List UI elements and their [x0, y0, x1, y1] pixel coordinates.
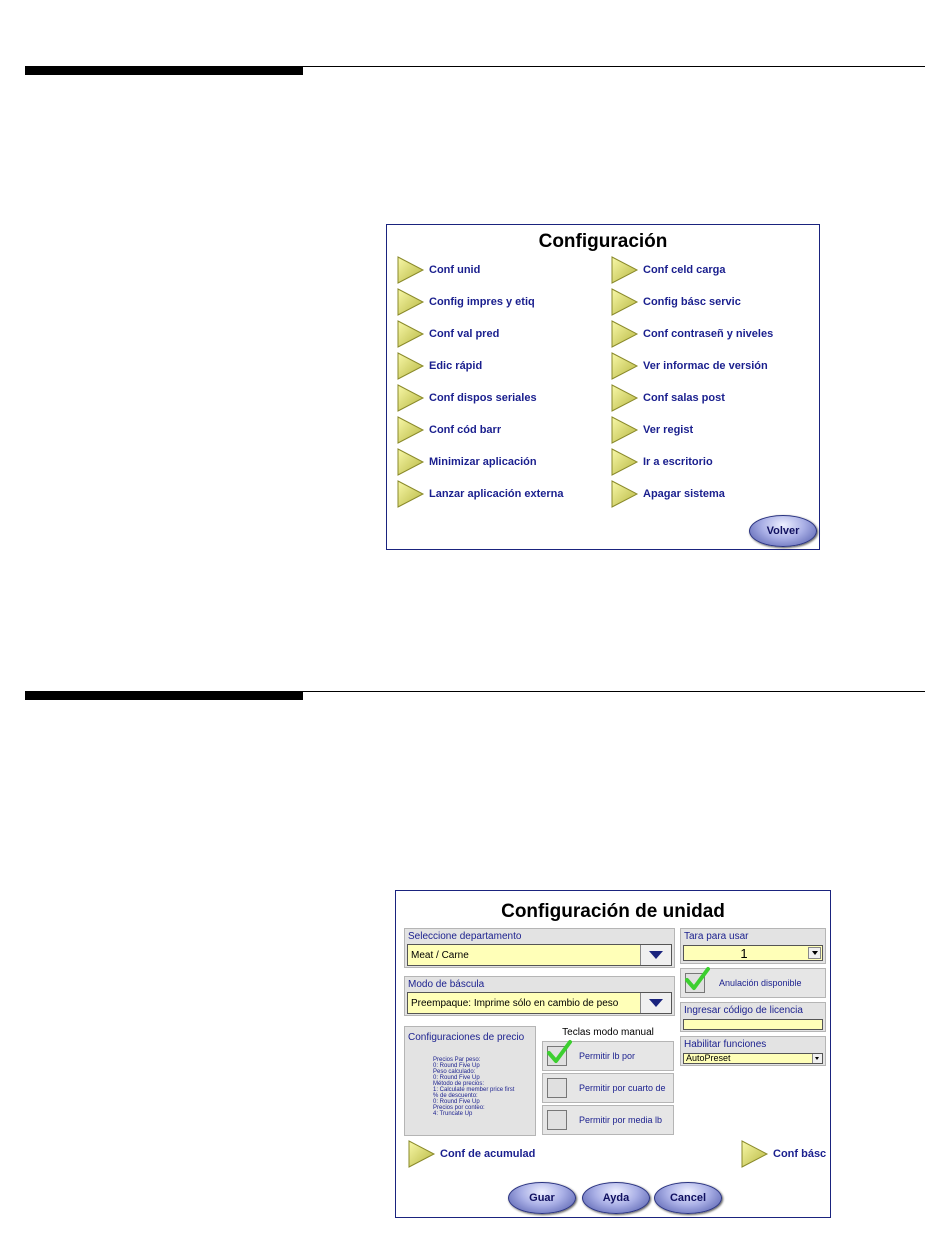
- arrow-right-icon: [609, 319, 639, 349]
- arrow-right-icon: [395, 287, 425, 317]
- chevron-down-icon: [815, 1057, 819, 1060]
- config-menu-item[interactable]: [395, 351, 482, 381]
- config-menu-item-label: Apagar sistema: [643, 488, 725, 500]
- help-button[interactable]: [582, 1182, 650, 1214]
- config-menu-item[interactable]: [395, 255, 480, 285]
- config-menu-item[interactable]: [395, 383, 537, 413]
- config-menu-item[interactable]: [609, 415, 693, 445]
- price-setting-line: 0: Round Five Up: [433, 1099, 480, 1105]
- chevron-down-icon: [812, 951, 818, 955]
- chevron-down-icon: [649, 951, 663, 959]
- config-menu-item[interactable]: [395, 447, 537, 477]
- config-menu-item[interactable]: [609, 479, 725, 509]
- config-menu-item-label: Edic rápid: [429, 360, 483, 372]
- price-settings-list: [433, 1057, 514, 1117]
- section-rule-thin: [303, 66, 925, 67]
- help-button-label: Ayda: [602, 1192, 630, 1204]
- config-menu-item-label: Ir a escritorio: [643, 456, 713, 468]
- arrow-right-icon: [609, 479, 639, 509]
- config-menu-item-label: Ver informac de versión: [643, 360, 768, 372]
- arrow-right-icon: [395, 255, 425, 285]
- tare-select[interactable]: [683, 945, 823, 961]
- manual-key-label: Permitir por media lb: [579, 1115, 663, 1125]
- override-toggle[interactable]: [680, 968, 826, 998]
- scale-mode-caption: Modo de báscula: [408, 979, 485, 990]
- tare-caption: Tara para usar: [684, 931, 749, 942]
- config-menu-title: Configuración: [538, 231, 668, 252]
- back-button-label: Volver: [766, 525, 800, 537]
- back-button[interactable]: [749, 515, 817, 547]
- features-group: [680, 1036, 826, 1066]
- config-menu-item[interactable]: [609, 319, 773, 349]
- arrow-right-icon: [395, 319, 425, 349]
- arrow-right-icon: [609, 415, 639, 445]
- department-value: Meat / Carne: [411, 949, 469, 961]
- manual-key-toggle[interactable]: [542, 1041, 674, 1071]
- save-button-label: Guar: [529, 1192, 555, 1204]
- arrow-right-icon: [609, 287, 639, 317]
- manual-key-checkbox[interactable]: [547, 1046, 567, 1066]
- chevron-down-icon: [649, 999, 663, 1007]
- config-menu-item[interactable]: [609, 351, 768, 381]
- price-setting-line: Precios por conteo:: [433, 1105, 485, 1111]
- department-select[interactable]: [407, 944, 672, 966]
- department-caption: Seleccione departamento: [408, 931, 522, 942]
- config-menu-item-label: Conf cód barr: [429, 424, 502, 436]
- config-menu-item-label: Conf salas post: [643, 392, 725, 404]
- config-menu-item-label: Conf celd carga: [643, 264, 726, 276]
- arrow-right-icon: [395, 415, 425, 445]
- price-setting-line: 0: Round Five Up: [433, 1063, 480, 1069]
- unit-config-window: [395, 890, 831, 1218]
- config-menu-item[interactable]: [395, 319, 499, 349]
- arrow-right-icon: [609, 351, 639, 381]
- manual-key-checkbox[interactable]: [547, 1110, 567, 1130]
- tare-value: 1: [740, 945, 748, 961]
- features-caption: Habilitar funciones: [684, 1039, 767, 1050]
- features-value: AutoPreset: [686, 1053, 731, 1063]
- config-menu-item-label: Conf dispos seriales: [429, 392, 537, 404]
- price-setting-line: Peso calculado:: [433, 1069, 476, 1075]
- config-menu-item[interactable]: [609, 383, 725, 413]
- price-setting-line: % de descuento:: [433, 1093, 478, 1099]
- scale-mode-group: [404, 976, 675, 1016]
- checkmark-icon: [546, 1039, 572, 1065]
- tare-dropdown-button[interactable]: [808, 947, 821, 959]
- section-rule-thick: [25, 691, 303, 700]
- arrow-right-icon: [395, 351, 425, 381]
- config-menu-item-label: Config básc servic: [643, 296, 741, 308]
- features-select[interactable]: [683, 1053, 823, 1064]
- price-setting-line: 4: Truncate Up: [433, 1111, 473, 1117]
- accumulator-config-link[interactable]: [406, 1139, 535, 1169]
- price-setting-line: 1: Calculate member price first: [433, 1087, 515, 1093]
- arrow-right-icon: [609, 447, 639, 477]
- price-setting-line: Precios Par peso:: [433, 1057, 481, 1063]
- accumulator-config-label: Conf de acumulad: [440, 1148, 536, 1160]
- configuration-menu-window: [386, 224, 820, 550]
- price-settings-caption: Configuraciones de precio: [408, 1032, 525, 1043]
- cancel-button-label: Cancel: [669, 1192, 707, 1204]
- department-group: [404, 928, 675, 968]
- section-rule-thin: [303, 691, 925, 692]
- license-group: [680, 1002, 826, 1032]
- config-menu-item-label: Conf unid: [429, 264, 481, 276]
- price-settings-group: [404, 1026, 536, 1136]
- manual-key-label: Permitir por cuarto de: [579, 1083, 666, 1093]
- features-dropdown-button[interactable]: [812, 1054, 822, 1063]
- arrow-right-icon: [395, 447, 425, 477]
- config-menu-item-label: Lanzar aplicación externa: [429, 488, 564, 500]
- manual-key-toggle[interactable]: [542, 1105, 674, 1135]
- unit-config-title: Configuración de unidad: [501, 901, 725, 922]
- config-menu-item[interactable]: [395, 287, 535, 317]
- department-dropdown-button[interactable]: [640, 945, 671, 965]
- config-menu-item-label: Minimizar aplicación: [429, 456, 537, 468]
- license-code-input[interactable]: [683, 1019, 823, 1030]
- tare-group: [680, 928, 826, 964]
- config-menu-item[interactable]: [609, 447, 713, 477]
- license-caption: Ingresar código de licencia: [684, 1005, 803, 1016]
- basic-scale-config-label: Conf básc: [773, 1148, 827, 1160]
- arrow-right-icon: [609, 255, 639, 285]
- checkmark-icon: [684, 966, 710, 992]
- override-checkbox[interactable]: [685, 973, 705, 993]
- config-menu-item-label: Conf val pred: [429, 328, 500, 340]
- config-menu-item[interactable]: [395, 479, 564, 509]
- scale-mode-select[interactable]: [407, 992, 672, 1014]
- config-menu-item-label: Conf contraseñ y niveles: [643, 328, 774, 340]
- price-setting-line: Método de precios:: [433, 1081, 485, 1087]
- save-button[interactable]: [508, 1182, 576, 1214]
- manual-key-toggle[interactable]: [542, 1073, 674, 1103]
- arrow-right-icon: [609, 383, 639, 413]
- cancel-button[interactable]: [654, 1182, 722, 1214]
- arrow-right-icon: [406, 1139, 436, 1169]
- scale-mode-value: Preempaque: Imprime sólo en cambio de peso: [411, 997, 619, 1009]
- basic-scale-config-link[interactable]: [739, 1139, 826, 1169]
- arrow-right-icon: [395, 383, 425, 413]
- config-menu-item[interactable]: [609, 255, 726, 285]
- manual-key-checkbox[interactable]: [547, 1078, 567, 1098]
- config-menu-item[interactable]: [609, 287, 741, 317]
- arrow-right-icon: [739, 1139, 769, 1169]
- arrow-right-icon: [395, 479, 425, 509]
- override-label: Anulación disponible: [719, 978, 802, 988]
- manual-keys-caption: Teclas modo manual: [562, 1027, 654, 1038]
- config-menu-item-label: Config impres y etiq: [429, 296, 535, 308]
- scale-mode-dropdown-button[interactable]: [640, 993, 671, 1013]
- price-setting-line: 0: Round Five Up: [433, 1075, 480, 1081]
- config-menu-item[interactable]: [395, 415, 501, 445]
- manual-key-label: Permitir lb por: [579, 1051, 636, 1061]
- section-rule-thick: [25, 66, 303, 75]
- config-menu-item-label: Ver regist: [643, 424, 694, 436]
